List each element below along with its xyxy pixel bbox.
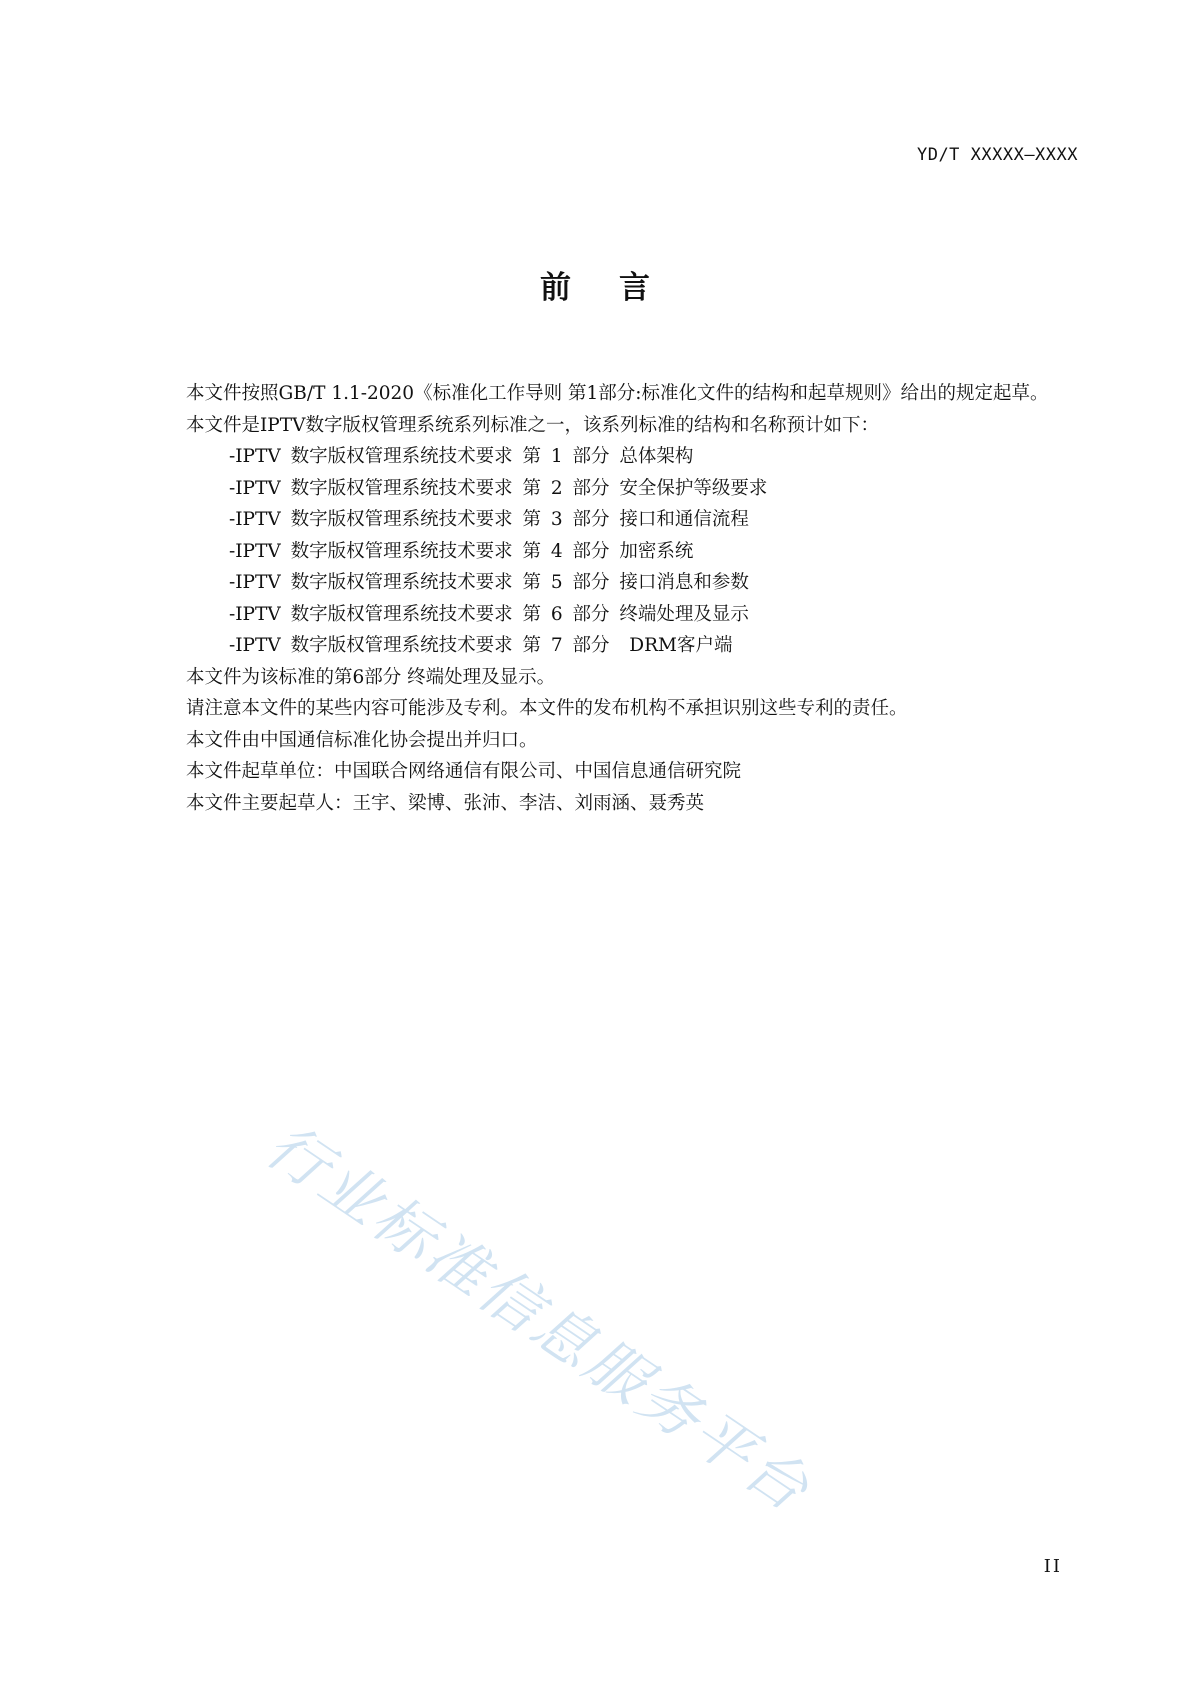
page-number: II — [1043, 1556, 1062, 1577]
paragraph-part-statement: 本文件为该标准的第6部分 终端处理及显示。 — [186, 666, 556, 688]
list-item: -IPTV 数字版权管理系统技术要求 第 7 部分 DRM客户端 — [229, 635, 733, 656]
document-code: YD/T XXXXX—XXXX — [916, 145, 1078, 165]
list-item: -IPTV 数字版权管理系统技术要求 第 6 部分 终端处理及显示 — [229, 603, 749, 625]
paragraph-drafters: 本文件主要起草人：王宇、梁博、张沛、李洁、刘雨涵、聂秀英 — [186, 792, 705, 814]
paragraph-patent-notice: 请注意本文件的某些内容可能涉及专利。本文件的发布机构不承担识别这些专利的责任。 — [186, 698, 908, 719]
series-list — [143, 441, 1083, 662]
list-item: -IPTV 数字版权管理系统技术要求 第 1 部分 总体架构 — [229, 446, 694, 467]
list-item: -IPTV 数字版权管理系统技术要求 第 4 部分 加密系统 — [229, 540, 694, 562]
paragraph-proposer: 本文件由中国通信标准化协会提出并归口。 — [186, 729, 538, 751]
foreword-body — [143, 378, 1083, 819]
paragraph-series-intro: 本文件是IPTV数字版权管理系统系列标准之一，该系列标准的结构和名称预计如下： — [186, 414, 879, 436]
paragraph-drafting-units: 本文件起草单位：中国联合网络通信有限公司、中国信息通信研究院 — [186, 761, 742, 782]
paragraph-drafting-basis: 本文件按照GB/T 1.1-2020《标准化工作导则 第1部分:标准化文件的结构和起草规则》给出的规定起草。 — [186, 383, 1049, 404]
list-item: -IPTV 数字版权管理系统技术要求 第 5 部分 接口消息和参数 — [229, 572, 749, 593]
watermark-text: 行业标准信息服务平台 — [253, 1110, 824, 1527]
list-item: -IPTV 数字版权管理系统技术要求 第 3 部分 接口和通信流程 — [229, 509, 749, 530]
page-title: 前言 — [540, 270, 698, 306]
list-item: -IPTV 数字版权管理系统技术要求 第 2 部分 安全保护等级要求 — [229, 477, 768, 499]
